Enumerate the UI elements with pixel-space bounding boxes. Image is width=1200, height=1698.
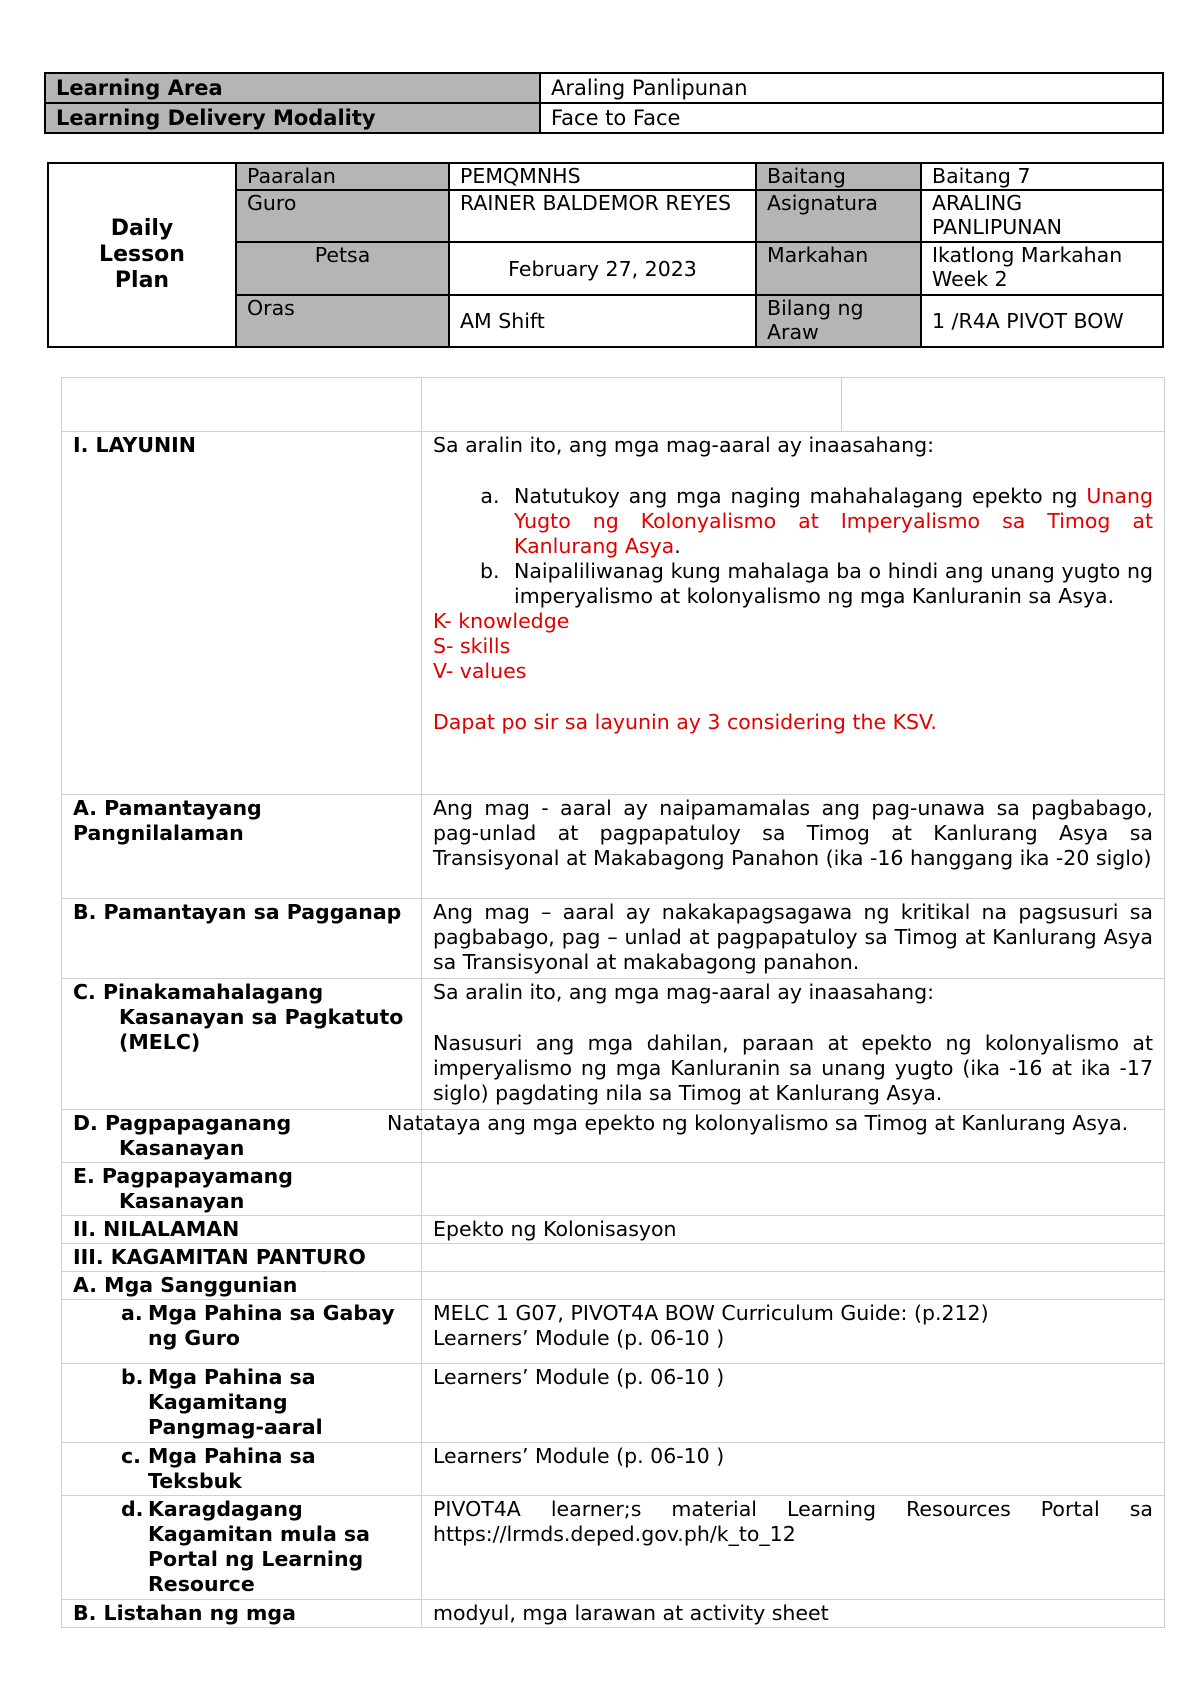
table-row [62,1443,1165,1496]
ref-d-label-cell: d. Karagdagang Kagamitan mula sa Portal ng Learning Resource [62,1496,422,1600]
learning-area-value: Araling Panlipunan [540,73,1163,103]
objective-a-highlight: Unang Yugto ng Kolonyalismo at Imperyalismo sa Timog at Kanlurang Asya [514,484,1153,558]
ref-a-label-cell: a. Mga Pahina sa Gabay ng Guro [62,1300,422,1364]
lesson-plan-table [61,377,1165,1628]
table-row [62,1600,1165,1628]
modality-value: Face to Face [540,103,1163,133]
table-row [62,432,1165,795]
table-row [62,899,1165,979]
listahan-label: B. Listahan ng mga [62,1600,422,1628]
pamantayan-sa-pagganap-label: B. Pamantayan sa Pagganap [62,899,422,979]
ref-b-value: Learners’ Module (p. 06-10 ) [422,1364,1165,1443]
table-row [62,1244,1165,1272]
table-row [62,1216,1165,1244]
learning-area-label: Learning Area [45,73,540,103]
objectives-list [433,484,1153,609]
blank-cell [842,378,1165,432]
melc-content [422,979,1165,1110]
melc-label: C. Pinakamahalagang Kasanayan sa Pagkatuto (MELC) [62,979,422,1110]
paaralan-label: Paaralan [236,163,449,190]
asignatura-value: ARALING PANLIPUNAN [921,190,1163,242]
sanggunian-value [422,1272,1165,1300]
nilalaman-label: II. NILALAMAN [62,1216,422,1244]
table-row [62,1364,1165,1443]
bilang-value: 1 /R4A PIVOT BOW [921,295,1163,347]
petsa-label: Petsa [236,242,449,295]
asignatura-label: Asignatura [756,190,921,242]
ref-a-value: MELC 1 G07, PIVOT4A BOW Curriculum Guide: (p.212) Learners’ Module (p. 06-10 ) [422,1300,1165,1364]
ksv-values: V- values [433,659,527,683]
pagpapayamang-kasanayan-label: E. Pagpapayamang Kasanayan [62,1163,422,1216]
ref-b-label-cell: b. Mga Pahina sa Kagamitang Pangmag-aaral [62,1364,422,1443]
guro-value: RAINER BALDEMOR REYES [449,190,756,242]
baitang-value: Baitang 7 [921,163,1163,190]
pamantayang-pangnilalaman-label: A. Pamantayang Pangnilalaman [62,795,422,899]
guro-label: Guro [236,190,449,242]
table-row [62,1272,1165,1300]
nilalaman-value: Epekto ng Kolonisasyon [422,1216,1165,1244]
pagpapaganang-kasanayan-value: Natataya ang mga epekto ng kolonyalismo sa Timog at Kanlurang Asya. [422,1110,1165,1163]
table-row [62,1496,1165,1600]
modality-label: Learning Delivery Modality [45,103,540,133]
objective-b: b. Naipaliliwanag kung mahalaga ba o hindi ang unang yugto ng imperyalismo at kolonyalismo ng mga Kanluranin sa Asya. [506,559,1153,609]
layunin-intro: Sa aralin ito, ang mga mag-aaral ay inaasahang: [433,433,934,457]
layunin-content [422,432,1165,795]
sanggunian-label: A. Mga Sanggunian [62,1272,422,1300]
kagamitan-panturo-value [422,1244,1165,1272]
lesson-info-table [47,162,1164,348]
ksv-skills: S- skills [433,634,511,658]
table-row [62,1300,1165,1364]
dlp-title: Daily Lesson Plan [48,163,236,347]
objective-a: a. Natutukoy ang mga naging mahahalagang epekto ng Unang Yugto ng Kolonyalismo at Imperyalismo sa Timog at Kanlurang Asya. [506,484,1153,559]
table-row [62,795,1165,899]
bilang-label: Bilang ng Araw [756,295,921,347]
pagpapaganang-kasanayan-label: D. Pagpapaganang Kasanayan [62,1110,422,1163]
blank-header-row [62,378,1165,432]
table-row [62,1110,1165,1163]
melc-intro: Sa aralin ito, ang mga mag-aaral ay inaasahang: [433,980,934,1004]
blank-cell [62,378,422,432]
ref-c-label: Mga Pahina sa Teksbuk [148,1444,316,1493]
listahan-value: modyul, mga larawan at activity sheet [422,1600,1165,1628]
header-table [44,72,1164,134]
review-comment: Dapat po sir sa layunin ay 3 considering the KSV. [433,710,937,734]
ref-b-label: Mga Pahina sa Kagamitang Pangmag-aaral [148,1365,323,1439]
ref-c-label-cell: c. Mga Pahina sa Teksbuk [62,1443,422,1496]
oras-value: AM Shift [449,295,756,347]
baitang-label: Baitang [756,163,921,190]
markahan-value: Ikatlong Markahan Week 2 [921,242,1163,295]
petsa-value: February 27, 2023 [449,242,756,295]
ksv-knowledge: K- knowledge [433,609,570,633]
markahan-label: Markahan [756,242,921,295]
pamantayang-pangnilalaman-value: Ang mag - aaral ay naipamamalas ang pag-unawa sa pagbabago, pag-unlad at pagpapatuloy sa Timog at Kanlurang Asya sa Transisyonal at Makabagong Panahon (ika -16 hanggang ika -20 siglo) [422,795,1165,899]
table-row [62,979,1165,1110]
ref-a-label: Mga Pahina sa Gabay ng Guro [148,1301,395,1350]
ref-c-value: Learners’ Module (p. 06-10 ) [422,1443,1165,1496]
pagpapayamang-kasanayan-value [422,1163,1165,1216]
lrmds-link[interactable]: https://lrmds.deped.gov.ph/k_to_12 [433,1522,796,1546]
melc-value: Nasusuri ang mga dahilan, paraan at epekto ng kolonyalismo at imperyalismo ng mga Kanluranin sa unang yugto (ika -16 at ika -17 siglo) pagdating nila sa Timog at Kanlurang Asya. [433,1031,1153,1105]
paaralan-value: PEMQMNHS [449,163,756,190]
ref-d-label: Karagdagang Kagamitan mula sa Portal ng Learning Resource [148,1497,370,1596]
layunin-label: I. LAYUNIN [62,432,422,795]
ref-d-value: PIVOT4A learner;s material Learning Resources Portal sa https://lrmds.deped.gov.ph/k_to_12 [422,1496,1165,1600]
table-row [62,1163,1165,1216]
pamantayan-sa-pagganap-value: Ang mag – aaral ay nakakapagsagawa ng kritikal na pagsusuri sa pagbabago, pag – unlad at pagpapatuloy sa Timog at Kanlurang Asya sa Transisyonal at makabagong panahon. [422,899,1165,979]
kagamitan-panturo-label: III. KAGAMITAN PANTURO [62,1244,422,1272]
blank-cell [422,378,842,432]
oras-label: Oras [236,295,449,347]
